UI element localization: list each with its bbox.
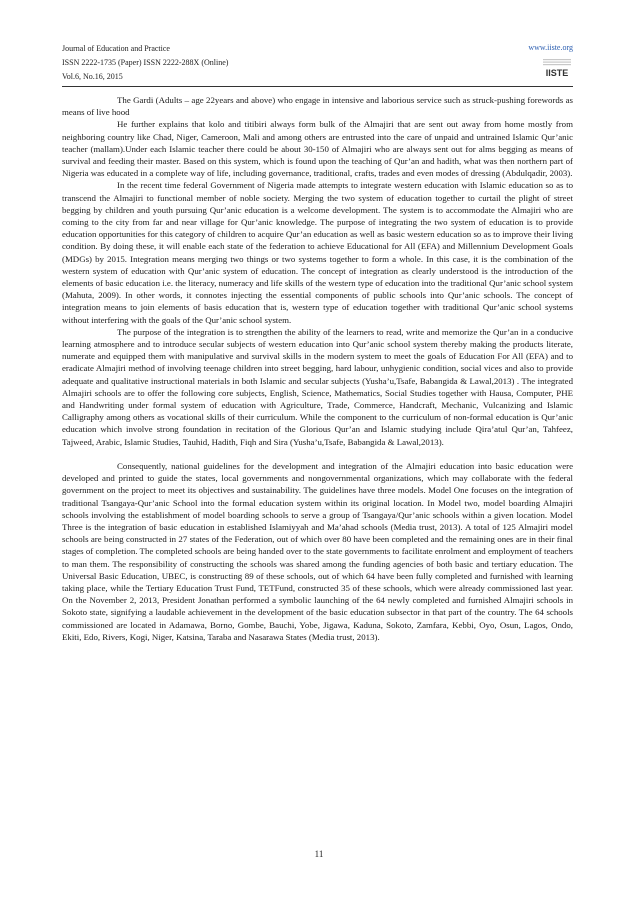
article-body	[62, 94, 573, 643]
issn-line: ISSN 2222-1735 (Paper) ISSN 2222-288X (Online)	[62, 58, 229, 67]
journal-title: Journal of Education and Practice	[62, 44, 170, 53]
paragraph-gardi: The Gardi (Adults – age 22years and above) who engage in intensive and laborious service such as struck-pushing forewords as means of live hood	[62, 95, 573, 118]
journal-url-link[interactable]: www.iiste.org	[528, 43, 573, 52]
paragraph-integration-purpose: The purpose of the integration is to strengthen the ability of the learners to read, write and memorize the Qur’an in a conducive learning atmosphere and to introduce secular subjects of western education into Qur’anic school system thereby making the products literate, numerate and equipped them with manipulative and survival skills in the modern system to meet the goals of Education For All (EFA) and to eradicate Almajiri method of involving teenage children into street begging, hard labour, unhygienic condition, social vices and also to provide adequate and qualitative instructional materials in both Islamic and secular subjects (Yusha’u,Tsafe, Babangida & Lawal,2013) . The integrated Almajiri schools are to offer the following core subjects, English, Science, Mathematics, Social Studies together with Hausa, Computer, PHE and Handwriting under formal system of education with Agriculture, Trade, Commerce, Handcraft, Mechanic, Vulcanizing and Islamic Calligraphy among others as vocational skills of their curriculum. While the component to the curriculum of non-formal education is Qur’anic education which involve strong foundation in recitation of the Glorious Qur’an and Islamic studying include Qira’atul Qur’an, Tahfeez, Tajweed, Arabic, Islamic Studies, Tauhid, Hadith, Fiqh and Sira (Yusha’u,Tsafe, Babangida & Lawal,2013).	[62, 326, 573, 447]
paragraph-kolo-titibiri: He further explains that kolo and titibiri always form bulk of the Almajiri that are sent out away from home mostly from neighboring country like Chad, Niger, Cameroon, Mali and among others are entrusted into the care of unpaid and untrained Islamic Qur’anic teacher (mallam).Under each Islamic teacher there could be about 30-150 of Almajiri who are always sent out for alms begging as means of survival and feeding their master. Based on this system, which is found upon the teaching of Qur’an and hadith, what was then northern part of Nigeria was educated in a complete way of life, including governance, traditional, crafts, trades and even modes of dressing (Abdulqadir, 2003).	[62, 119, 573, 179]
paragraph-integration-attempts: In the recent time federal Government of Nigeria made attempts to integrate western education with Islamic education so as to transcend the Almajiri to functional member of noble society. Merging the two system of education together to curtail the plight of street begging by children and youth pursuing Qur’anic education is a welcome development. The system is to accommodate the Almajiri who are coming to the city from far and near village for Qur’anic knowledge. The purpose of integrating the two system of education is to provide education opportunities for this category of children to acquire Qur’an education as well as basic western education so as to improve their living condition. By doing these, it will enable each state of the federation to achieve Educational for All (EFA) and Millennium Development Goals (MDGs) by 2015. Integration means merging two things or two systems together to form a whole. In this case, it is the combination of the western system of education with Qur’anic system of education. The concept of integration as clearly understood is the introduction of the elements of basic education i.e. the literacy, numeracy and life skills of the western type of education into the traditional Qur’anic school system (Mahuta, 2009). In other words, it connotes injecting the essential components of public schools into Qur’anic schools. The concept of integration means to join elements of basis education that is, western type of education together with traditional Qur’anic school systems without interfering with the goals of the Qur’anic school system.	[62, 180, 573, 325]
page-number: 11	[314, 849, 324, 859]
iiste-logo	[542, 58, 572, 78]
volume-line: Vol.6, No.16, 2015	[62, 72, 123, 81]
logo-text: IISTE	[545, 68, 569, 78]
paragraph-national-guidelines: Consequently, national guidelines for the development and integration of the Almajiri education into basic education were developed and printed to guide the states, local governments and nongovernmental organizations, which may collaborate with the federal government on the project to meet its objectives and sustainability. The guidelines have three models. Model One focuses on the integration of traditional Tsangaya-Qur’anic School into the formal education system within its original location. In Model two, model boarding Almajiri schools involving the establishment of model boarding schools to serve a group of Tsangaya/Qur’anic schools within a given location. Model Three is the integration of basic education in established Islamiyyah and Ma’ahad schools (Media trust, 2013). A total of 125 Almajiri model schools are being constructed in 27 states of the Federation, out of which over 80 have been completed and the remaining ones are in their final stages of completion. The completed schools are being handed over to the state governments to facilitate enrolment and employment of teachers to man them. The responsibility of constructing the schools was shared among the funding agencies of both basic and tertiary education. The Universal Basic Education, UBEC, is constructing 89 of these schools, out of which 64 have been fully completed and furnished with learning taking place, while the Tertiary Education Trust Fund, TETFund, constructed 35 of these schools, which were already commissioned last year. On the November 2, 2013, President Jonathan performed a symbolic launching of the 64 newly completed and furnished Almajiri schools in Sokoto state, signifying a laudable achievement in the development of the basic education subsector in that part of the country. The 64 schools commissioned are located in Adamawa, Borno, Gombe, Bauchi, Yobe, Jigawa, Kaduna, Sokoto, Zamfara, Kebbi, Oyo, Osun, Lagos, Ondo, Ekiti, Edo, Rivers, Kogi, Niger, Katsina, Taraba and Nasarawa States (Media trust, 2013).	[62, 460, 573, 642]
header-divider	[62, 86, 573, 87]
